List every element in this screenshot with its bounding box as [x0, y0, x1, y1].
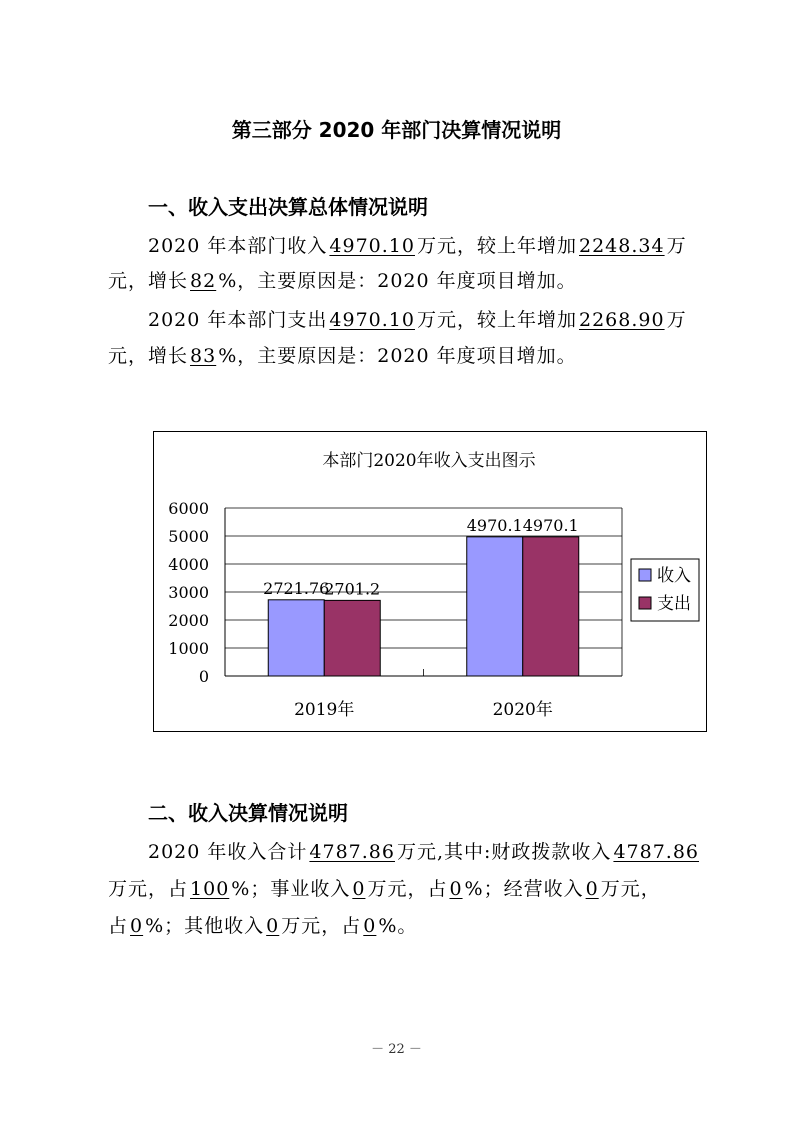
legend-label: 支出 — [657, 594, 691, 614]
operating-revenue-value: 0 — [585, 878, 599, 900]
text: 万元，占 — [281, 915, 362, 937]
text: 2020 年收入合计 — [148, 841, 308, 863]
income-paragraph-line1 — [148, 231, 687, 258]
text: 元，增长 — [108, 345, 189, 367]
income-total-value: 4970.10 — [329, 235, 415, 257]
text: %；其他收入 — [145, 915, 265, 937]
income-expense-chart — [154, 432, 705, 730]
y-tick-label: 2000 — [168, 611, 209, 630]
revenue-total-value: 4787.86 — [309, 841, 395, 863]
y-tick-label: 1000 — [168, 639, 209, 658]
x-tick-label: 2020年 — [492, 700, 553, 720]
expense-growth-value: 83 — [190, 345, 217, 367]
legend-swatch-支出 — [639, 597, 651, 609]
operating-share-value: 0 — [130, 915, 144, 937]
text: 万元，较上年增加 — [416, 309, 577, 331]
text: %。 — [378, 915, 418, 937]
chart-title: 本部门2020年收入支出图示 — [322, 451, 536, 471]
bar-收入 — [268, 600, 324, 676]
legend-label: 收入 — [657, 566, 691, 586]
y-tick-label: 5000 — [168, 527, 209, 546]
business-share-value: 0 — [449, 878, 463, 900]
revenue-line3 — [108, 911, 417, 938]
revenue-line1 — [148, 837, 701, 864]
data-label: 2721.76 — [263, 578, 330, 598]
text: 万 — [666, 309, 687, 331]
business-revenue-value: 0 — [352, 878, 366, 900]
fiscal-share-value: 100 — [190, 878, 230, 900]
expense-paragraph-line1 — [148, 305, 687, 332]
text: %；经营收入 — [464, 878, 584, 900]
y-tick-label: 6000 — [168, 499, 209, 518]
text: 万元，占 — [367, 878, 448, 900]
other-revenue-value: 0 — [266, 915, 280, 937]
chart-frame — [153, 431, 707, 732]
legend-swatch-收入 — [639, 569, 651, 581]
income-growth-value: 82 — [190, 270, 217, 292]
text: 2020 年本部门收入 — [148, 235, 328, 257]
expense-increase-value: 2268.90 — [579, 309, 665, 331]
text: 万元，占 — [108, 878, 189, 900]
text: 万元， — [600, 878, 661, 900]
bar-支出 — [324, 600, 380, 676]
expense-paragraph-line2 — [108, 341, 577, 368]
other-share-value: 0 — [363, 915, 377, 937]
income-paragraph-line2 — [108, 266, 577, 293]
fiscal-revenue-value: 4787.86 — [613, 841, 700, 863]
data-label: 4970.1 — [466, 515, 523, 535]
section1-heading: 一、收入支出决算总体情况说明 — [148, 195, 428, 219]
text: %，主要原因是：2020 年度项目增加。 — [218, 270, 577, 292]
page-number: － 22 － — [371, 1042, 422, 1057]
data-label: 4970.1 — [522, 515, 579, 535]
page-title: 第三部分 2020 年部门决算情况说明 — [231, 118, 562, 142]
x-tick-label: 2019年 — [294, 700, 355, 720]
data-label: 2701.2 — [324, 579, 381, 599]
y-tick-label: 0 — [198, 667, 209, 686]
text: 元，增长 — [108, 270, 189, 292]
bar-支出 — [523, 537, 579, 676]
bar-收入 — [467, 537, 523, 676]
text: %；事业收入 — [231, 878, 351, 900]
revenue-line2 — [108, 874, 661, 901]
text: 万 — [666, 235, 687, 257]
text: 万元,其中:财政拨款收入 — [396, 841, 612, 863]
income-increase-value: 2248.34 — [579, 235, 665, 257]
text: 万元，较上年增加 — [416, 235, 577, 257]
text: 占 — [108, 915, 129, 937]
expense-total-value: 4970.10 — [329, 309, 415, 331]
y-tick-label: 4000 — [168, 555, 209, 574]
y-tick-label: 3000 — [168, 583, 209, 602]
text: 2020 年本部门支出 — [148, 309, 328, 331]
text: %，主要原因是：2020 年度项目增加。 — [218, 345, 577, 367]
section2-heading: 二、收入决算情况说明 — [148, 801, 348, 825]
